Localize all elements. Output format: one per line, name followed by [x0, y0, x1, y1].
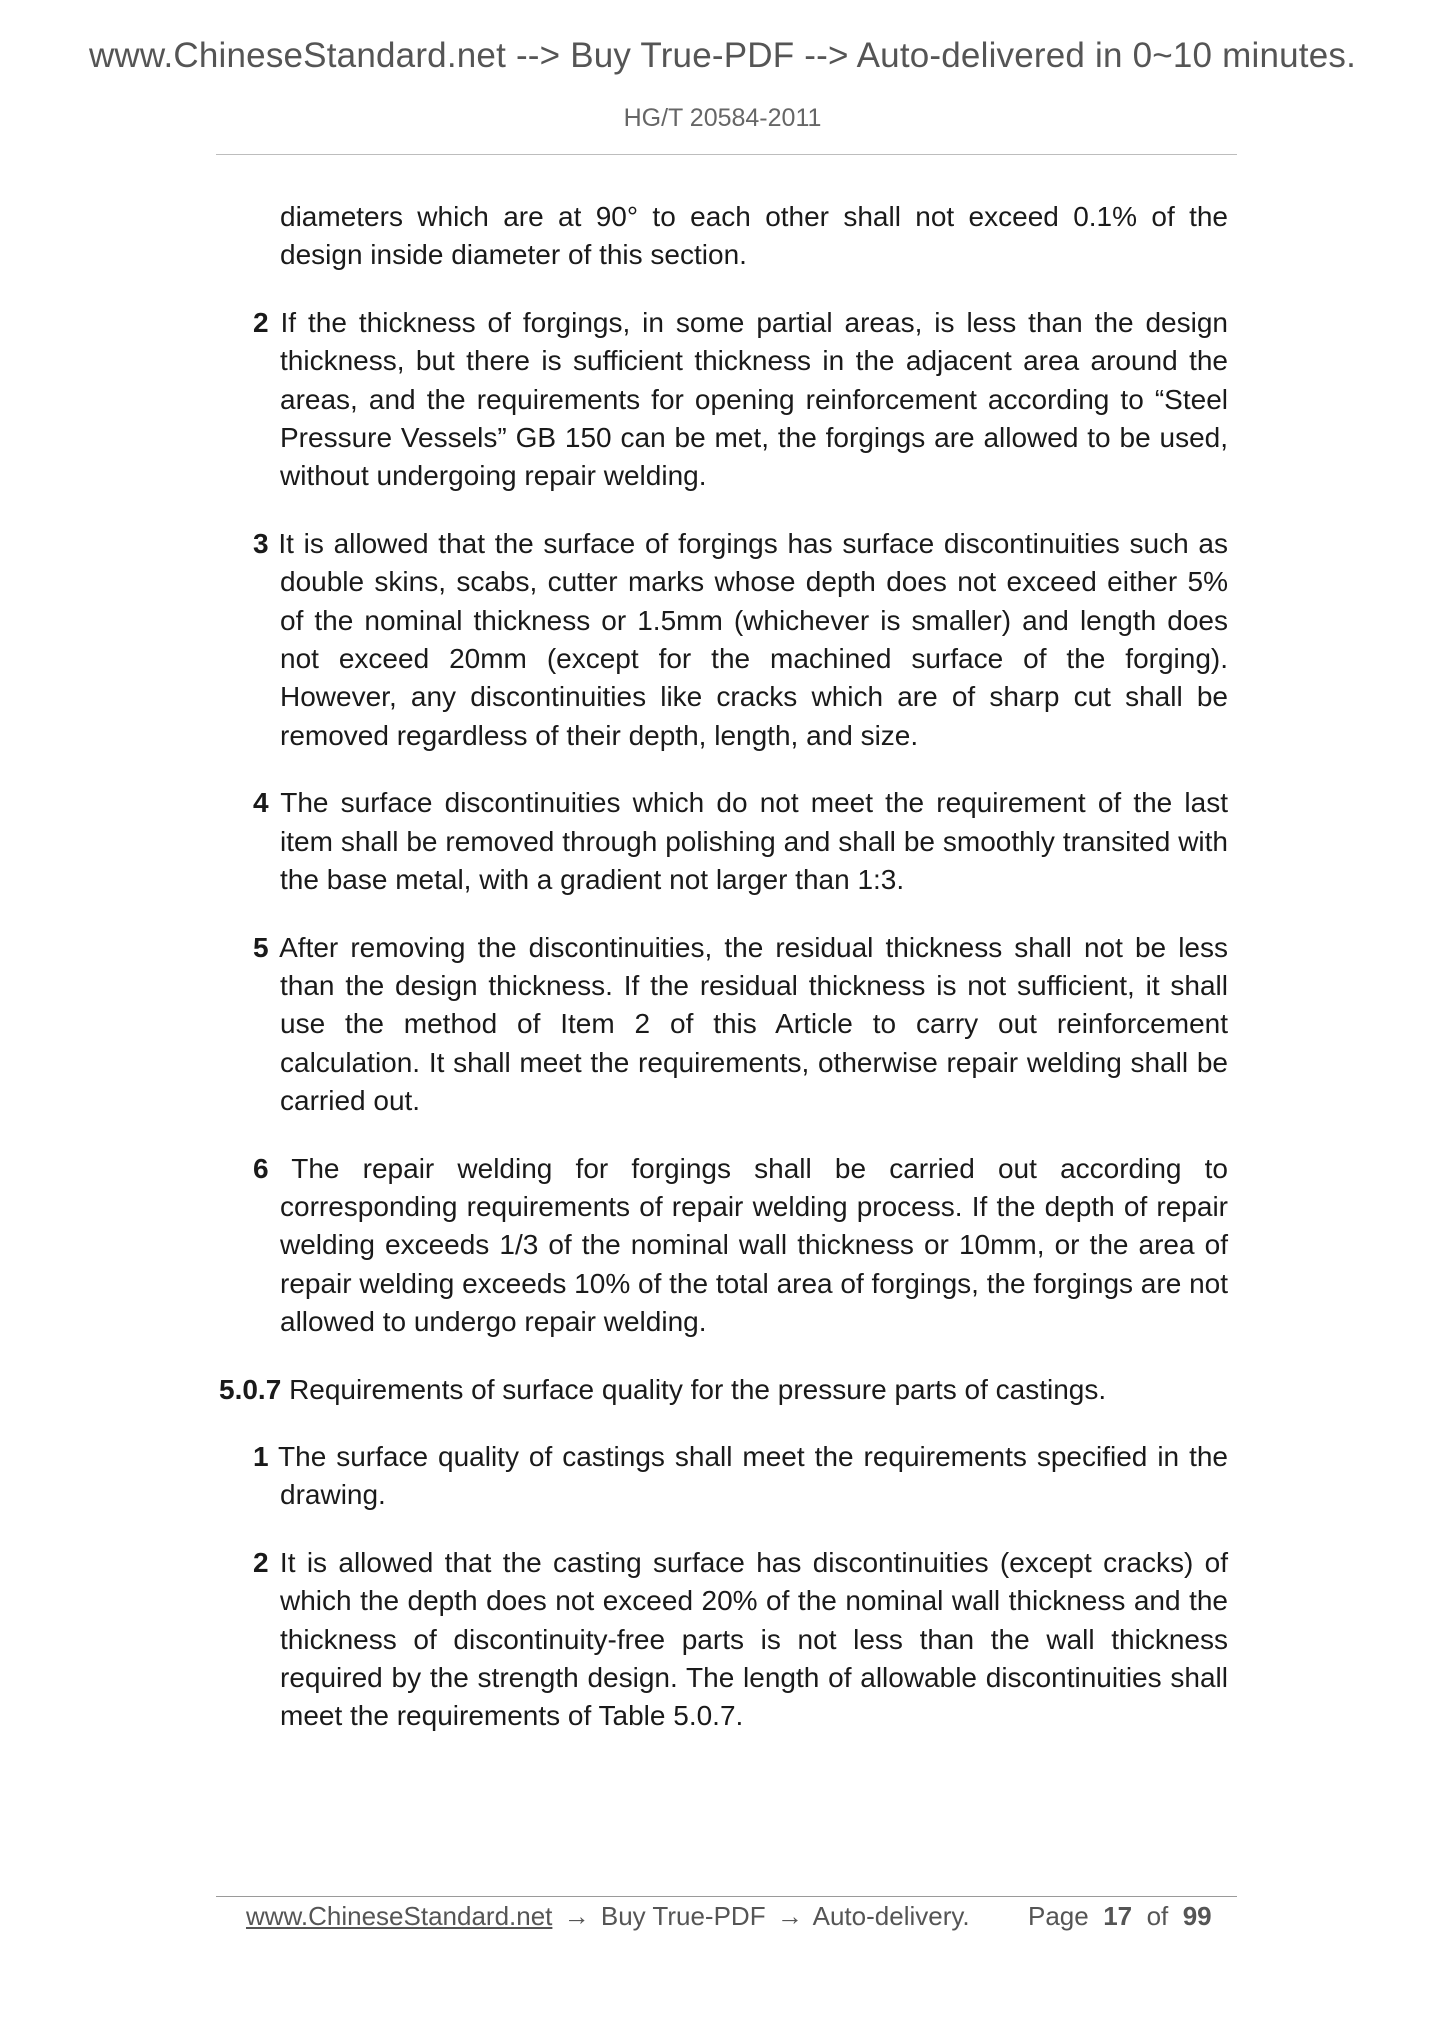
clause-number: 5.0.7: [219, 1373, 282, 1405]
page-label: Page: [1028, 1901, 1089, 1931]
page-total: 99: [1182, 1901, 1212, 1931]
arrow-right-icon: →: [776, 1901, 803, 1931]
forging-item-3: [253, 525, 1228, 755]
footer-site-link[interactable]: www.ChineseStandard.net: [246, 1901, 553, 1931]
item-text: The repair welding for forgings shall be carried out according to corresponding requirements of repair welding process. If the depth of repair welding exceeds 1/3 of the nominal wall thickness or 10mm, or the area of repair welding exceeds 10% of the total area of forgings, the forgings are not allowed to undergo repair welding.: [280, 1152, 1228, 1338]
clause-5-0-7: [219, 1371, 1228, 1409]
item-text: It is allowed that the casting surface has discontinuities (except cracks) of which the depth does not exceed 20% of the nominal wall thickness and the thickness of discontinuity-free parts is not less than the wall thickness required by the strength design. The length of allowable discontinuities shall meet the requirements of Table 5.0.7.: [279, 1546, 1228, 1732]
forging-item-5: [253, 929, 1228, 1121]
item-text: If the thickness of forgings, in some partial areas, is less than the design thickness, but there is sufficient thickness in the adjacent area around the areas, and the requirements for opening reinforcement according to “Steel Pressure Vessels” GB 150 can be met, the forgings are allowed to be used, without undergoing repair welding.: [280, 306, 1228, 492]
casting-item-2: [253, 1544, 1228, 1736]
forging-item-6: [253, 1150, 1228, 1342]
item-number: 1: [253, 1440, 269, 1472]
top-banner: www.ChineseStandard.net --> Buy True-PDF --> Auto-delivered in 0~10 minutes.: [88, 36, 1357, 75]
of-label: of: [1146, 1901, 1169, 1931]
clause-text: Requirements of surface quality for the pressure parts of castings.: [289, 1373, 1107, 1405]
item-number: 5: [253, 931, 269, 963]
item-text: The surface discontinuities which do not meet the requirement of the last item shall be removed through polishing and shall be smoothly transited with the base metal, with a gradient not larger than 1:3.: [280, 787, 1228, 896]
footer-delivery-text: Auto-delivery.: [812, 1901, 970, 1931]
standard-code: HG/T 20584-2011: [623, 104, 822, 132]
item-text: It is allowed that the surface of forgings has surface discontinuities such as double skins, scabs, cutter marks whose depth does not exceed either 5% of the nominal thickness or 1.5mm (whichever is smaller) and length does not exceed 20mm (except for the machined surface of the forging). However, any discontinuities like cracks which are of sharp cut shall be removed regardless of their depth, length, and size.: [278, 527, 1228, 751]
page-indicator: [1028, 1899, 1212, 1933]
item-number: 2: [253, 306, 269, 338]
item-number: 4: [253, 787, 269, 819]
casting-item-1: [253, 1438, 1228, 1515]
item-text: The surface quality of castings shall meet the requirements specified in the drawing.: [278, 1440, 1228, 1511]
item-number: 2: [253, 1546, 269, 1578]
header-divider: [216, 154, 1237, 155]
forging-item-2: [253, 304, 1228, 496]
footer-buy-text: Buy True-PDF: [600, 1901, 766, 1931]
continuation-paragraph: diameters which are at 90° to each other shall not exceed 0.1% of the design inside diameter of this section.: [280, 201, 1228, 271]
arrow-right-icon: →: [563, 1901, 590, 1931]
page-content: [0, 198, 1445, 1765]
footer: [246, 1899, 1212, 1933]
forging-item-4: [253, 784, 1228, 899]
item-text: After removing the discontinuities, the residual thickness shall not be less than the design thickness. If the residual thickness is not sufficient, it shall use the method of Item 2 of this Article to carry out reinforcement calculation. It shall meet the requirements, otherwise repair welding shall be carried out.: [279, 931, 1228, 1117]
footer-divider: [216, 1896, 1237, 1897]
item-number: 3: [253, 527, 269, 559]
page-number: 17: [1103, 1901, 1133, 1931]
item-number: 6: [253, 1152, 269, 1184]
